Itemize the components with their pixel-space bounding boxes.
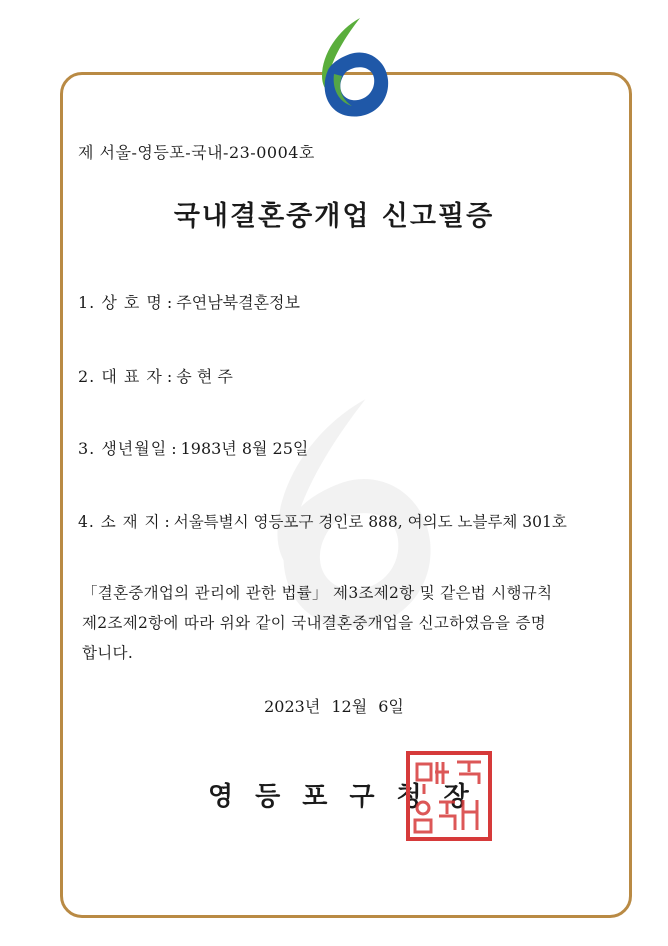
field-representative [78,364,233,387]
field-value: 송 현 주 [176,367,233,386]
certificate-title: 국내결혼중개업 신고필증 [173,201,495,232]
field-address [78,510,567,532]
field-birth-date [78,436,308,459]
certification-statement [82,578,610,668]
field-value: 서울특별시 영등포구 경인로 888, 여의도 노블루체 301호 [173,513,567,531]
field-value: 주연남북결혼정보 [176,293,300,312]
field-label: 2. 대 표 자 [78,367,163,386]
issuer-name: 영등포구청장 [208,782,491,812]
field-label: 3. 생년월일 [78,439,168,458]
field-label: 4. 소 재 지 [78,513,161,531]
field-business-name [78,290,300,313]
field-separator: : [164,513,170,531]
district-emblem-icon [298,14,394,122]
field-separator: : [171,439,177,458]
field-separator: : [166,367,173,386]
field-label: 1. 상 호 명 [78,293,163,312]
field-separator: : [166,293,173,312]
official-seal-icon [405,750,493,842]
statement-line: 합니다. [82,644,134,662]
statement-line: 「결혼중개업의 관리에 관한 법률」 제3조제2항 및 같은법 시행규칙 [82,584,553,602]
statement-line: 제2조제2항에 따라 위와 같이 국내결혼중개업을 신고하였음을 증명 [82,614,547,632]
registration-number: 제 서울-영등포-국내-23-0004호 [78,143,315,162]
field-value: 1983년 8월 25일 [180,439,309,458]
issue-date: 2023년 12월 6일 [264,697,404,716]
